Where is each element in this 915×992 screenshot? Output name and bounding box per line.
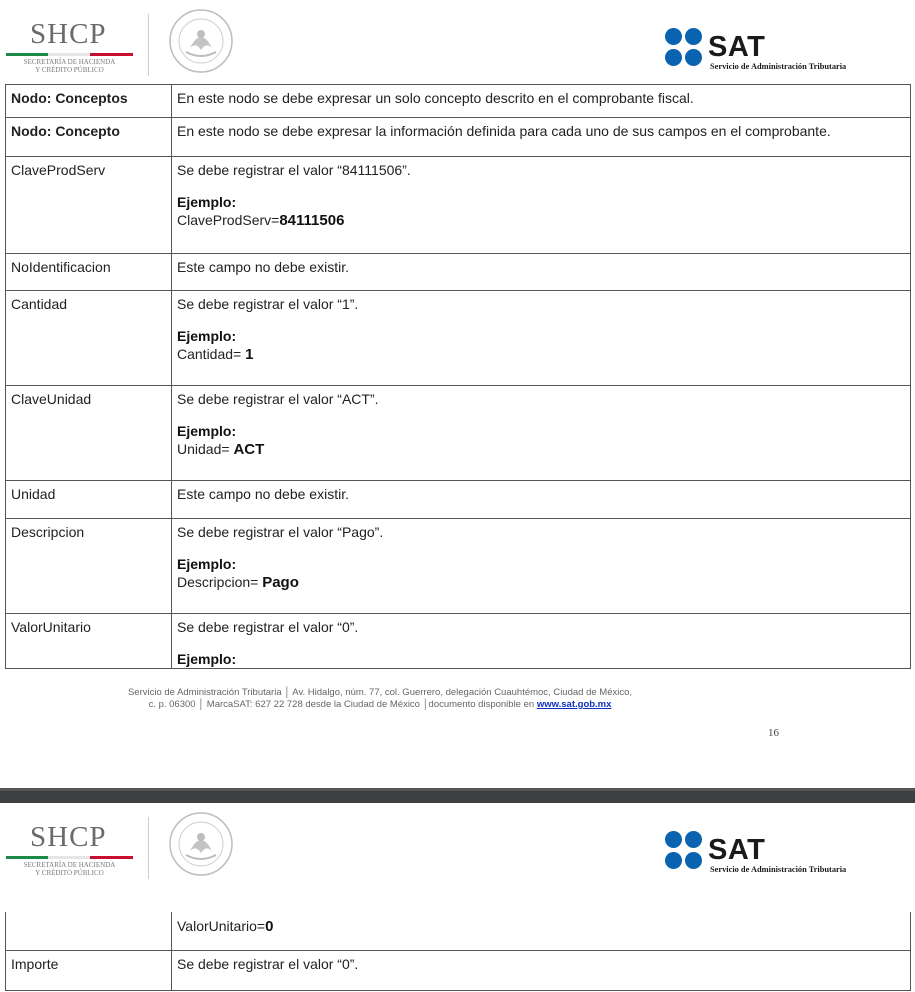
- field-description: Este campo no debe existir.: [172, 481, 911, 519]
- field-description: Se debe registrar el valor “ACT”. Ejemplo: Unidad= ACT: [172, 386, 911, 481]
- spec-table: [5, 912, 911, 991]
- field-name: Unidad: [6, 481, 172, 519]
- example-label: Ejemplo:: [177, 651, 237, 667]
- shcp-subtitle: SECRETARÍA DE HACIENDA Y CRÉDITO PÚBLICO: [23, 861, 116, 877]
- table-row: [6, 481, 911, 519]
- shcp-subtitle: SECRETARÍA DE HACIENDA Y CRÉDITO PÚBLICO: [23, 58, 116, 74]
- sat-logo: [665, 28, 880, 72]
- field-name: Nodo: Conceptos: [6, 85, 172, 118]
- example-label: Ejemplo:: [177, 556, 237, 572]
- shcp-logo: [6, 821, 136, 877]
- table-row: [6, 950, 911, 990]
- example-value: Descripcion= Pago: [177, 574, 299, 591]
- field-description: Se debe registrar el valor “84111506”. Ejemplo: ClaveProdServ=84111506: [172, 157, 911, 254]
- page-number: 16: [768, 727, 779, 739]
- example-value: ClaveProdServ=84111506: [177, 212, 345, 229]
- sat-wordmark: SAT: [708, 31, 766, 63]
- table-row: [6, 614, 911, 669]
- field-description: Se debe registrar el valor “Pago”. Ejemplo: Descripcion= Pago: [172, 519, 911, 614]
- example-label: Ejemplo:: [177, 194, 237, 210]
- document-page-17: [0, 803, 915, 992]
- table-row: [6, 386, 911, 481]
- sat-logo: [665, 831, 880, 875]
- field-name: NoIdentificacion: [6, 254, 172, 291]
- table-row: [6, 85, 911, 118]
- example-label: Ejemplo:: [177, 328, 237, 344]
- sat-wordmark: SAT: [708, 834, 766, 866]
- example-label: Ejemplo:: [177, 423, 237, 439]
- field-description: En este nodo se debe expresar un solo concepto descrito en el comprobante fiscal.: [172, 85, 911, 118]
- field-name: ClaveUnidad: [6, 386, 172, 481]
- field-name: ClaveProdServ: [6, 157, 172, 254]
- field-description: Se debe registrar el valor “0”. Ejemplo:: [172, 614, 911, 669]
- table-row: [6, 912, 911, 950]
- sat-dots-icon: [665, 831, 703, 871]
- field-name: Descripcion: [6, 519, 172, 614]
- page-separator: [0, 788, 915, 803]
- shcp-tricolor-bar: [6, 53, 133, 56]
- shcp-logo: [6, 18, 136, 74]
- example-value: Unidad= ACT: [177, 441, 265, 458]
- table-row: [6, 519, 911, 614]
- shcp-tricolor-bar: [6, 856, 133, 859]
- table-row: [6, 254, 911, 291]
- field-name: Cantidad: [6, 291, 172, 386]
- spec-table: [5, 84, 911, 669]
- field-description: En este nodo se debe expresar la información definida para cada uno de sus campos en el comprobante.: [172, 118, 911, 157]
- national-seal-icon: [168, 811, 234, 877]
- example-value: Cantidad= 1: [177, 346, 254, 363]
- page-footer: Servicio de Administración Tributaria │ Av. Hidalgo, núm. 77, col. Guerrero, delegación Cuauhtémoc, Ciudad de México, c. p. 06300 │ MarcaSAT: 627 22 728 desde la Ciudad de México │documento disponible en www.sat.gob.mx: [127, 687, 633, 710]
- table-row: [6, 157, 911, 254]
- sat-dots-icon: [665, 28, 703, 68]
- field-description: Se debe registrar el valor “0”.: [172, 950, 911, 990]
- field-name: ValorUnitario: [6, 614, 172, 669]
- field-description: Este campo no debe existir.: [172, 254, 911, 291]
- sat-subtitle: Servicio de Administración Tributaria: [710, 865, 847, 874]
- header-divider: [148, 14, 149, 76]
- shcp-wordmark: SHCP: [30, 821, 107, 853]
- table-row: [6, 118, 911, 157]
- sat-website-link[interactable]: www.sat.gob.mx: [536, 699, 612, 710]
- header-divider: [148, 817, 149, 879]
- field-name: Importe: [6, 950, 172, 990]
- field-name: Nodo: Concepto: [6, 118, 172, 157]
- table-row: [6, 291, 911, 386]
- field-description: [172, 912, 911, 950]
- national-seal-icon: [168, 8, 234, 74]
- sat-subtitle: Servicio de Administración Tributaria: [710, 62, 847, 71]
- field-description: Se debe registrar el valor “1”. Ejemplo: Cantidad= 1: [172, 291, 911, 386]
- field-name: [6, 912, 172, 950]
- example-value: ValorUnitario=0: [177, 918, 274, 935]
- shcp-wordmark: SHCP: [30, 18, 107, 50]
